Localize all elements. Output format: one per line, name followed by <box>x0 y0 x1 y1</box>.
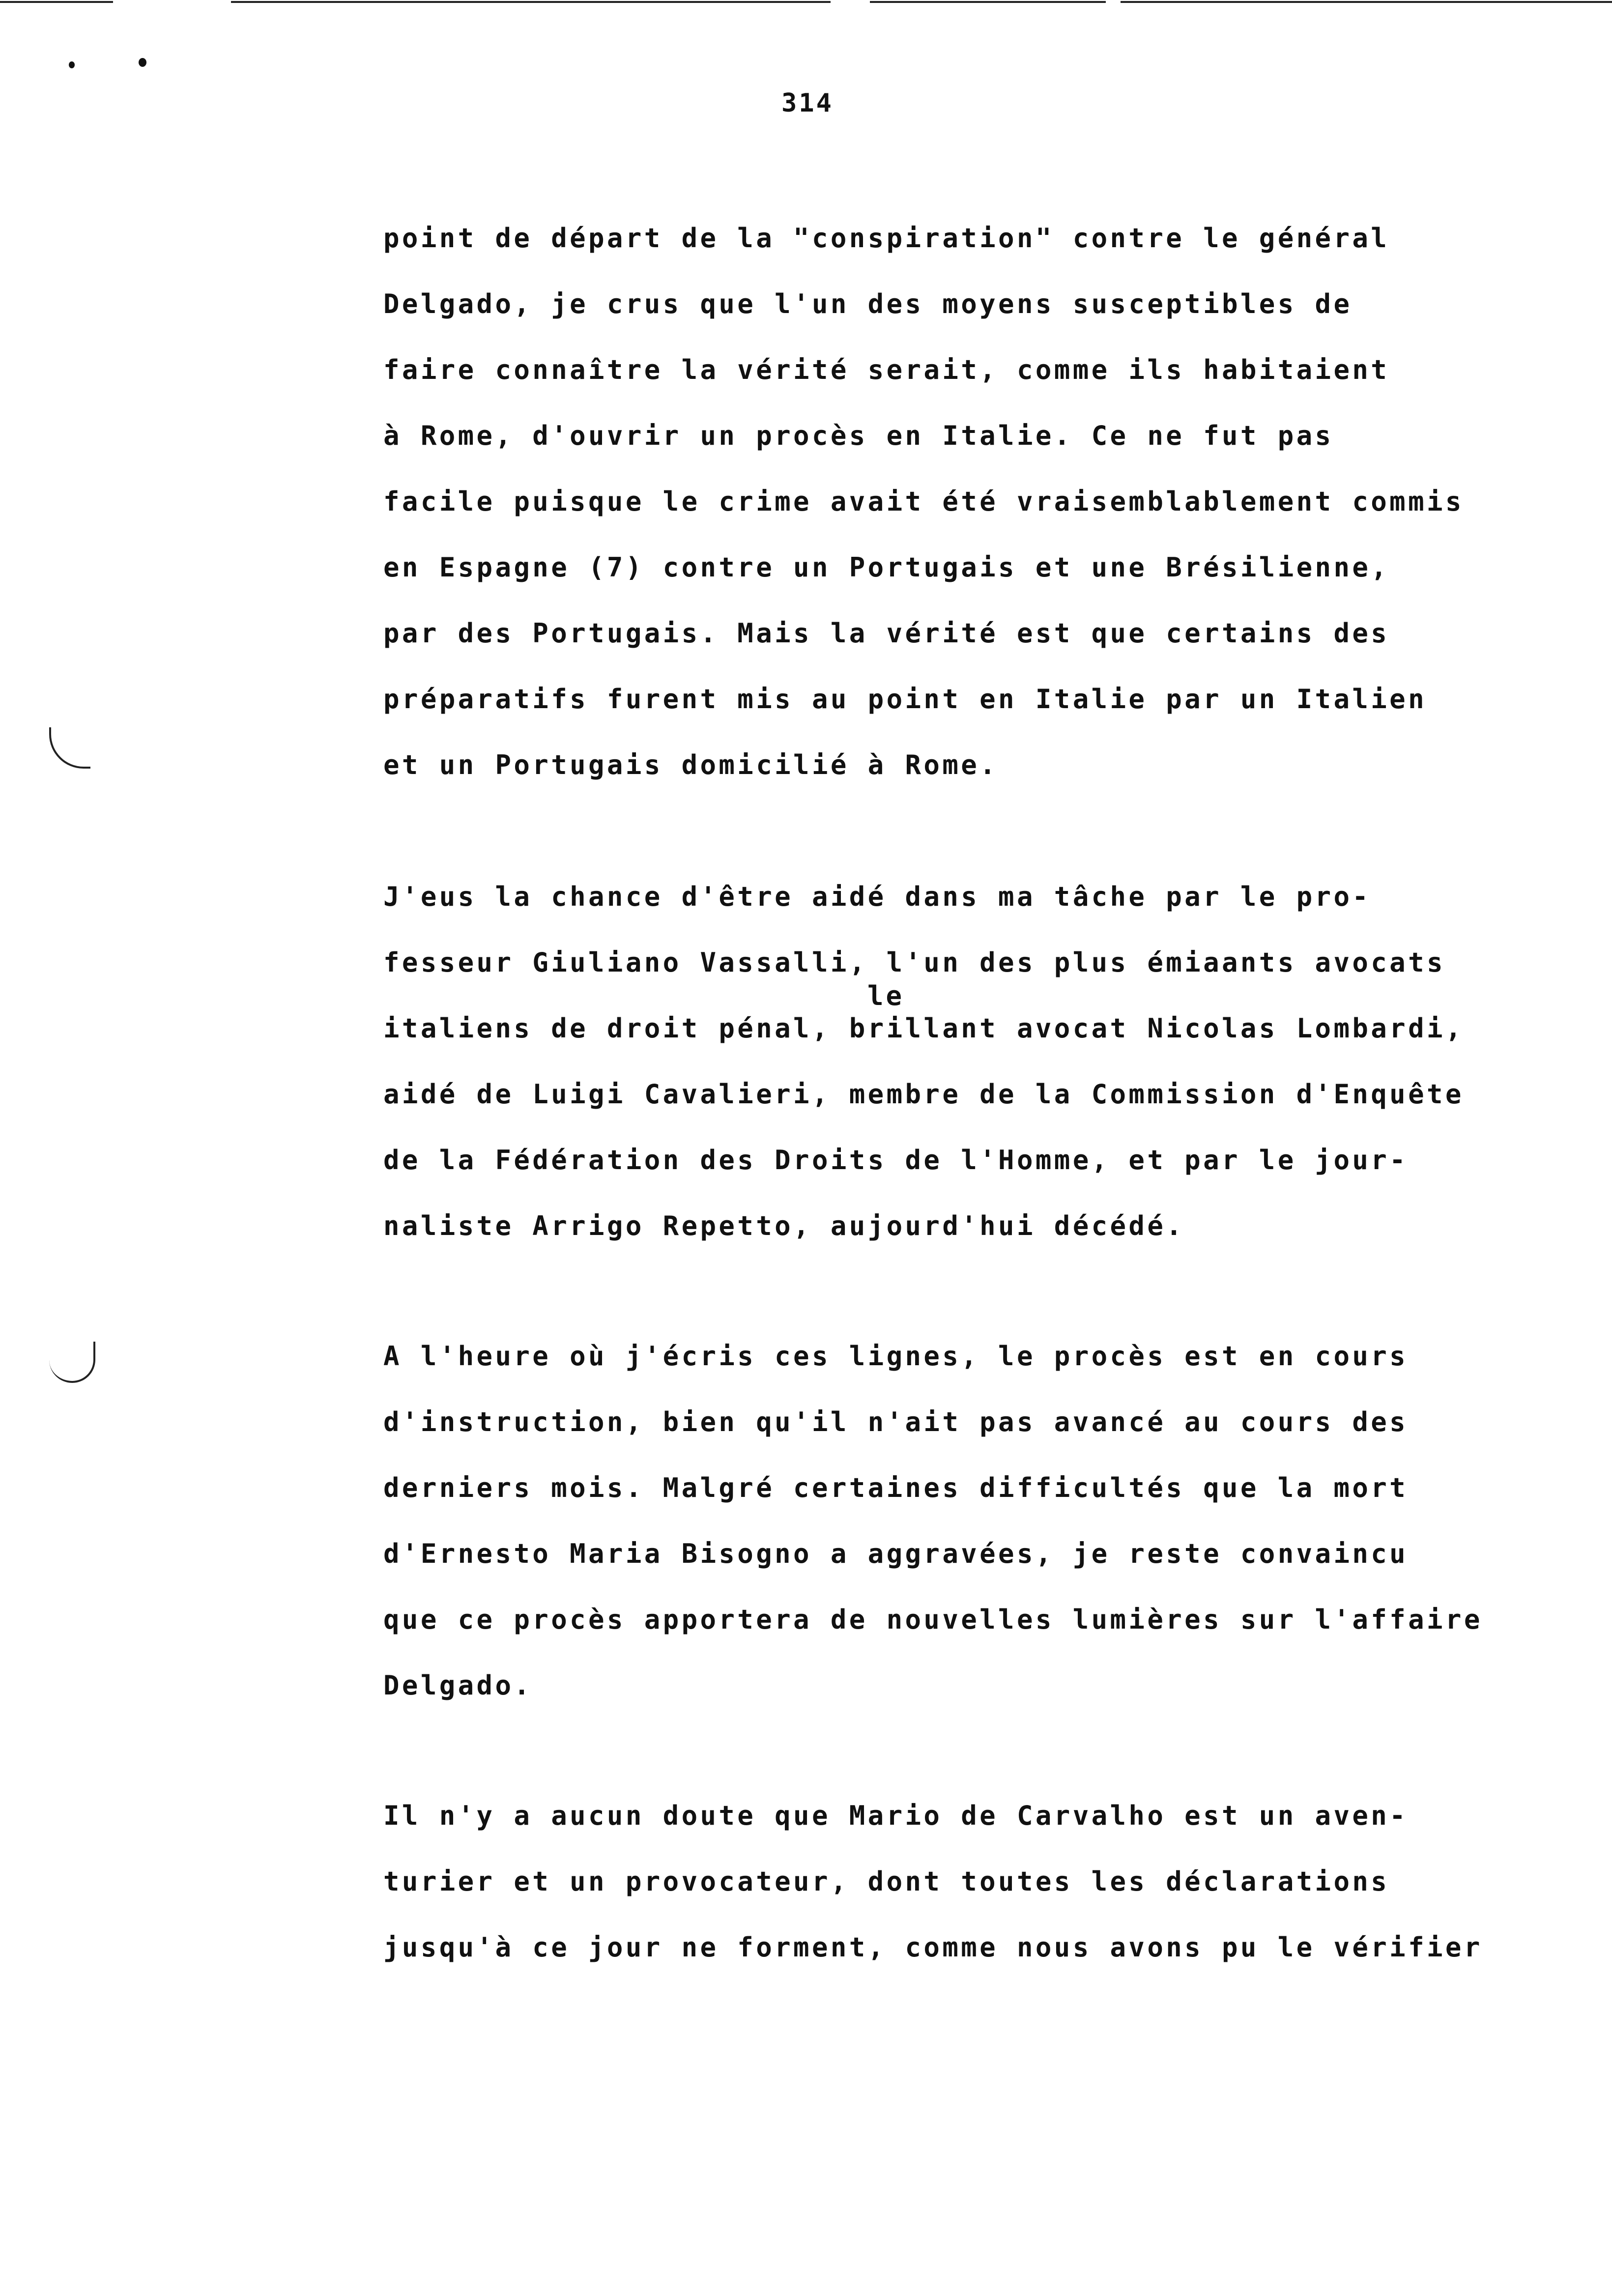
text-line: Il n'y a aucun doute que Mario de Carvalho est un aven- <box>383 1800 1409 1831</box>
text-line: naliste Arrigo Repetto, aujourd'hui décédé. <box>383 1210 1185 1241</box>
text-line: que ce procès apportera de nouvelles lumières sur l'affaire <box>383 1604 1483 1635</box>
text-line: italiens de droit pénal, brillant avocat Nicolas Lombardi, <box>383 1013 1464 1044</box>
text-line: d'Ernesto Maria Bisogno a aggravées, je reste convaincu <box>383 1538 1409 1569</box>
text-line: A l'heure où j'écris ces lignes, le procès est en cours <box>383 1341 1409 1372</box>
text-line: Delgado. <box>383 1670 533 1701</box>
text-line: préparatifs furent mis au point en Italie par un Italien <box>383 684 1427 715</box>
text-line: J'eus la chance d'être aidé dans ma tâche par le pro- <box>383 881 1371 912</box>
text-line: point de départ de la "conspiration" contre le général <box>383 223 1390 254</box>
text-line: derniers mois. Malgré certaines difficultés que la mort <box>383 1472 1409 1503</box>
top-edge-rule <box>1121 1 1612 3</box>
text-line: à Rome, d'ouvrir un procès en Italie. Ce ne fut pas <box>383 420 1334 451</box>
punch-hole-mark <box>139 58 146 67</box>
handwritten-insertion: le <box>867 980 905 1011</box>
text-line: fesseur Giuliano Vassalli, l'un des plus émiaants avocats <box>383 947 1445 978</box>
top-edge-rule <box>231 1 831 3</box>
margin-scan-mark <box>49 1342 95 1383</box>
text-line: faire connaître la vérité serait, comme ils habitaient <box>383 354 1390 385</box>
text-line: d'instruction, bien qu'il n'ait pas avancé au cours des <box>383 1406 1409 1437</box>
text-line: turier et un provocateur, dont toutes les déclarations <box>383 1866 1390 1897</box>
text-line: par des Portugais. Mais la vérité est que certains des <box>383 618 1390 649</box>
punch-hole-mark <box>69 61 75 68</box>
text-line: de la Fédération des Droits de l'Homme, et par le jour- <box>383 1145 1409 1176</box>
page-number: 314 <box>781 88 834 118</box>
text-line: aidé de Luigi Cavalieri, membre de la Commission d'Enquête <box>383 1079 1464 1110</box>
text-line: et un Portugais domicilié à Rome. <box>383 749 999 780</box>
top-edge-rule <box>870 1 1106 3</box>
text-line: jusqu'à ce jour ne forment, comme nous avons pu le vérifier <box>383 1932 1483 1963</box>
text-line: en Espagne (7) contre un Portugais et une Brésilienne, <box>383 552 1390 583</box>
margin-scan-mark <box>49 727 90 769</box>
top-edge-rule <box>0 1 113 3</box>
text-line: facile puisque le crime avait été vraisemblablement commis <box>383 486 1464 517</box>
text-line: Delgado, je crus que l'un des moyens susceptibles de <box>383 288 1353 319</box>
